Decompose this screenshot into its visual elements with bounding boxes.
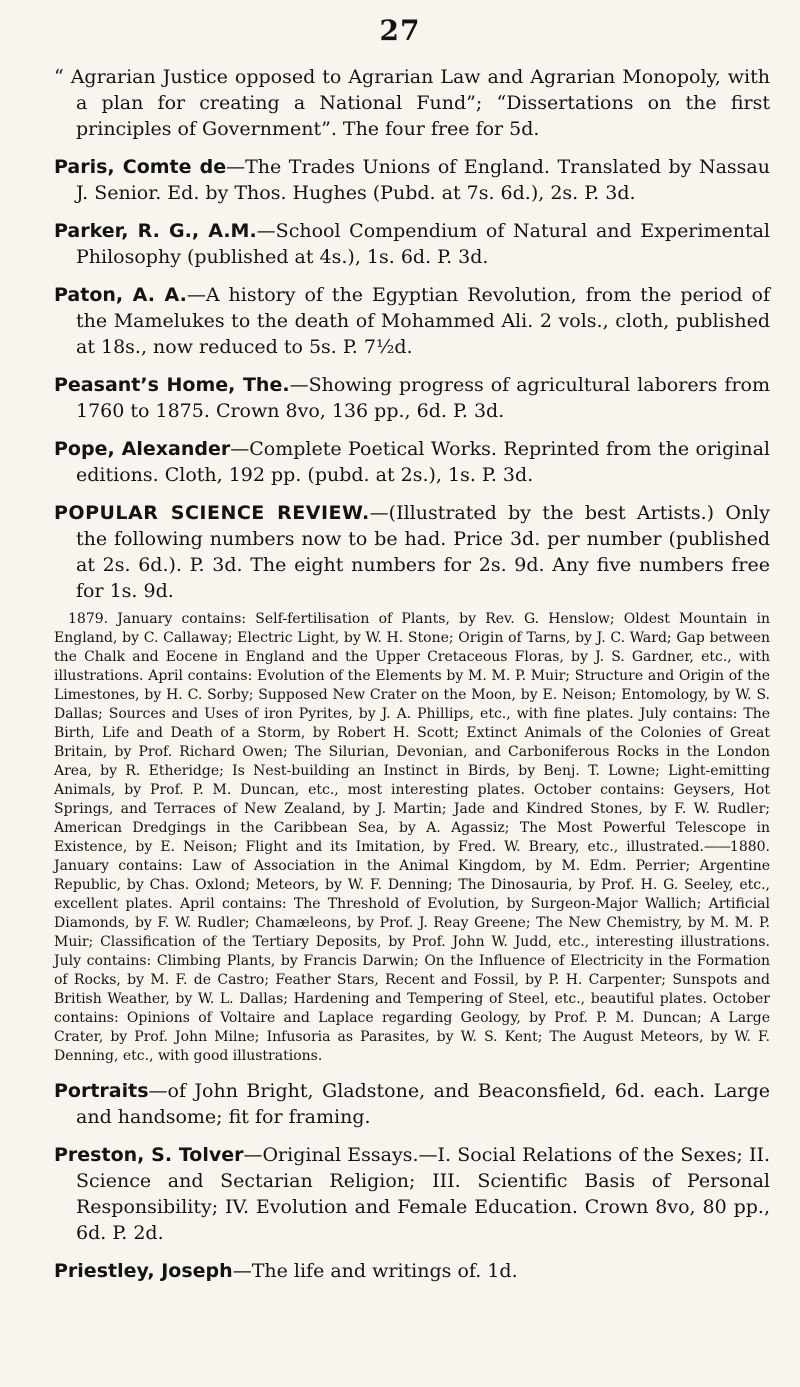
entry-heading: Pope, Alexander xyxy=(54,438,231,460)
entry-popular-science-review xyxy=(54,500,770,604)
entry-heading: Portraits xyxy=(54,1080,149,1102)
entry-heading: Priestley, Joseph xyxy=(54,1260,233,1282)
entry-heading: Paton, A. A. xyxy=(54,284,187,306)
review-separator: —— xyxy=(703,839,730,855)
entry-text: —of John Bright, Gladstone, and Beaconsfield, 6d. each. Large and handsome; fit for framing. xyxy=(76,1080,770,1128)
entry-paris-comte xyxy=(54,154,770,206)
entry-text: “ Agrarian Justice opposed to Agrarian Law and Agrarian Monopoly, with a plan for creating a National Fund”; “Dissertations on the first principles of Government”. The four free for 5d. xyxy=(54,66,770,140)
entry-heading: Parker, R. G., A.M. xyxy=(54,220,257,242)
entry-parker xyxy=(54,218,770,270)
entry-text: —A history of the Egyptian Revolution, from the period of the Mamelukes to the death of Mohammed Ali. 2 vols., cloth, published at 18s., now reduced to 5s. P. 7½d. xyxy=(76,284,770,358)
entry-text: —Showing progress of agricultural laborers from 1760 to 1875. Crown 8vo, 136 pp., 6d. P. 3d. xyxy=(76,374,770,422)
entry-agrarian-justice xyxy=(54,64,770,142)
entry-peasants-home xyxy=(54,372,770,424)
entry-heading: POPULAR SCIENCE REVIEW. xyxy=(54,502,370,524)
entry-pope xyxy=(54,436,770,488)
entry-text: —The life and writings of. 1d. xyxy=(232,1260,518,1282)
catalogue-listing xyxy=(54,64,770,1296)
review-contents xyxy=(54,610,770,1066)
entry-text: —School Compendium of Natural and Experimental Philosophy (published at 4s.), 1s. 6d. P. 3d. xyxy=(76,220,771,268)
entry-preston xyxy=(54,1142,770,1246)
entry-paton xyxy=(54,282,770,360)
entry-heading: Paris, Comte de xyxy=(54,156,227,178)
review-contents-1879: 1879. January contains: Self-fertilisation of Plants, by Rev. G. Henslow; Oldest Mountain in England, by C. Callaway; Electric Light, by W. H. Stone; Origin of Tarns, by J. C. Ward; Gap between the Chalk and Eocene in England and the Upper Cretaceous Floras, by J. S. Gardner, etc., with illustrations. April contains: Evolution of the Elements by M. M. P. Muir; Structure and Origin of the Limestones, by H. C. Sorby; Supposed New Crater on the Moon, by E. Neison; Entomology, by W. S. Dallas; Sources and Uses of iron Pyrites, by J. A. Phillips, etc., with fine plates. July contains: The Birth, Life and Death of a Storm, by Robert H. Scott; Extinct Animals of the Colonies of Great Britain, by Prof. Richard Owen; The Silurian, Devonian, and Carboniferous Rocks in the London Area, by R. Etheridge; Is Nest-building an Instinct in Birds, by Benj. T. Lowne; Light-emitting Animals, by Prof. P. M. Duncan, etc., most interesting plates. October contains: Geysers, Hot Springs, and Terraces of New Zealand, by J. Martin; Jade and Kindred Stones, by F. W. Rudler; American Dredgings in the Caribbean Sea, by A. Agassiz; The Most Powerful Telescope in Existence, by E. Neison; Flight and its Imitation, by Fred. W. Breary, etc., illustrated. xyxy=(54,611,770,855)
entry-heading: Preston, S. Tolver xyxy=(54,1144,244,1166)
entry-text: —Original Essays.—I. Social Relations of the Sexes; II. Science and Sectarian Religion; III. Scientific Basis of Personal Responsibility; IV. Evolution and Female Education. Crown 8vo, 80 pp., 6d. P. 2d. xyxy=(76,1144,770,1244)
entry-portraits xyxy=(54,1078,770,1130)
entry-text: —The Trades Unions of England. Translated by Nassau J. Senior. Ed. by Thos. Hughes (Pubd. at 7s. 6d.), 2s. P. 3d. xyxy=(76,156,770,204)
entry-text: —(Illustrated by the best Artists.) Only the following numbers now to be had. Price 3d. per number (published at 2s. 6d.). P. 3d. The eight numbers for 2s. 9d. Any five numbers free for 1s. 9d. xyxy=(76,502,770,602)
page-number: 27 xyxy=(379,14,421,47)
entry-priestley xyxy=(54,1258,770,1284)
review-contents-1880: 1880. January contains: Law of Association in the Animal Kingdom, by M. Edm. Perrier; Argentine Republic, by Chas. Oxlond; Meteors, by W. F. Denning; The Dinosauria, by Prof. H. G. Seeley, etc., excellent plates. April contains: The Threshold of Evolution, by Surgeon-Major Wallich; Artificial Diamonds, by F. W. Rudler; Chamæleons, by Prof. J. Reay Greene; The New Chemistry, by M. M. P. Muir; Classification of the Tertiary Deposits, by Prof. John W. Judd, etc., interesting illustrations. July contains: Climbing Plants, by Francis Darwin; On the Influence of Electricity in the Formation of Rocks, by M. F. de Castro; Feather Stars, Recent and Fossil, by P. H. Carpenter; Sunspots and British Weather, by W. L. Dallas; Hardening and Tempering of Steel, etc., beautiful plates. October contains: Opinions of Voltaire and Laplace regarding Geology, by Prof. P. M. Duncan; A Large Crater, by Prof. John Milne; Infusoria as Parasites, by W. S. Kent; The August Meteors, by W. F. Denning, etc., with good illustrations. xyxy=(54,839,770,1064)
entry-heading: Peasant’s Home, The. xyxy=(54,374,290,396)
entry-text: —Complete Poetical Works. Reprinted from the original editions. Cloth, 192 pp. (pubd. at 2s.), 1s. P. 3d. xyxy=(76,438,770,486)
